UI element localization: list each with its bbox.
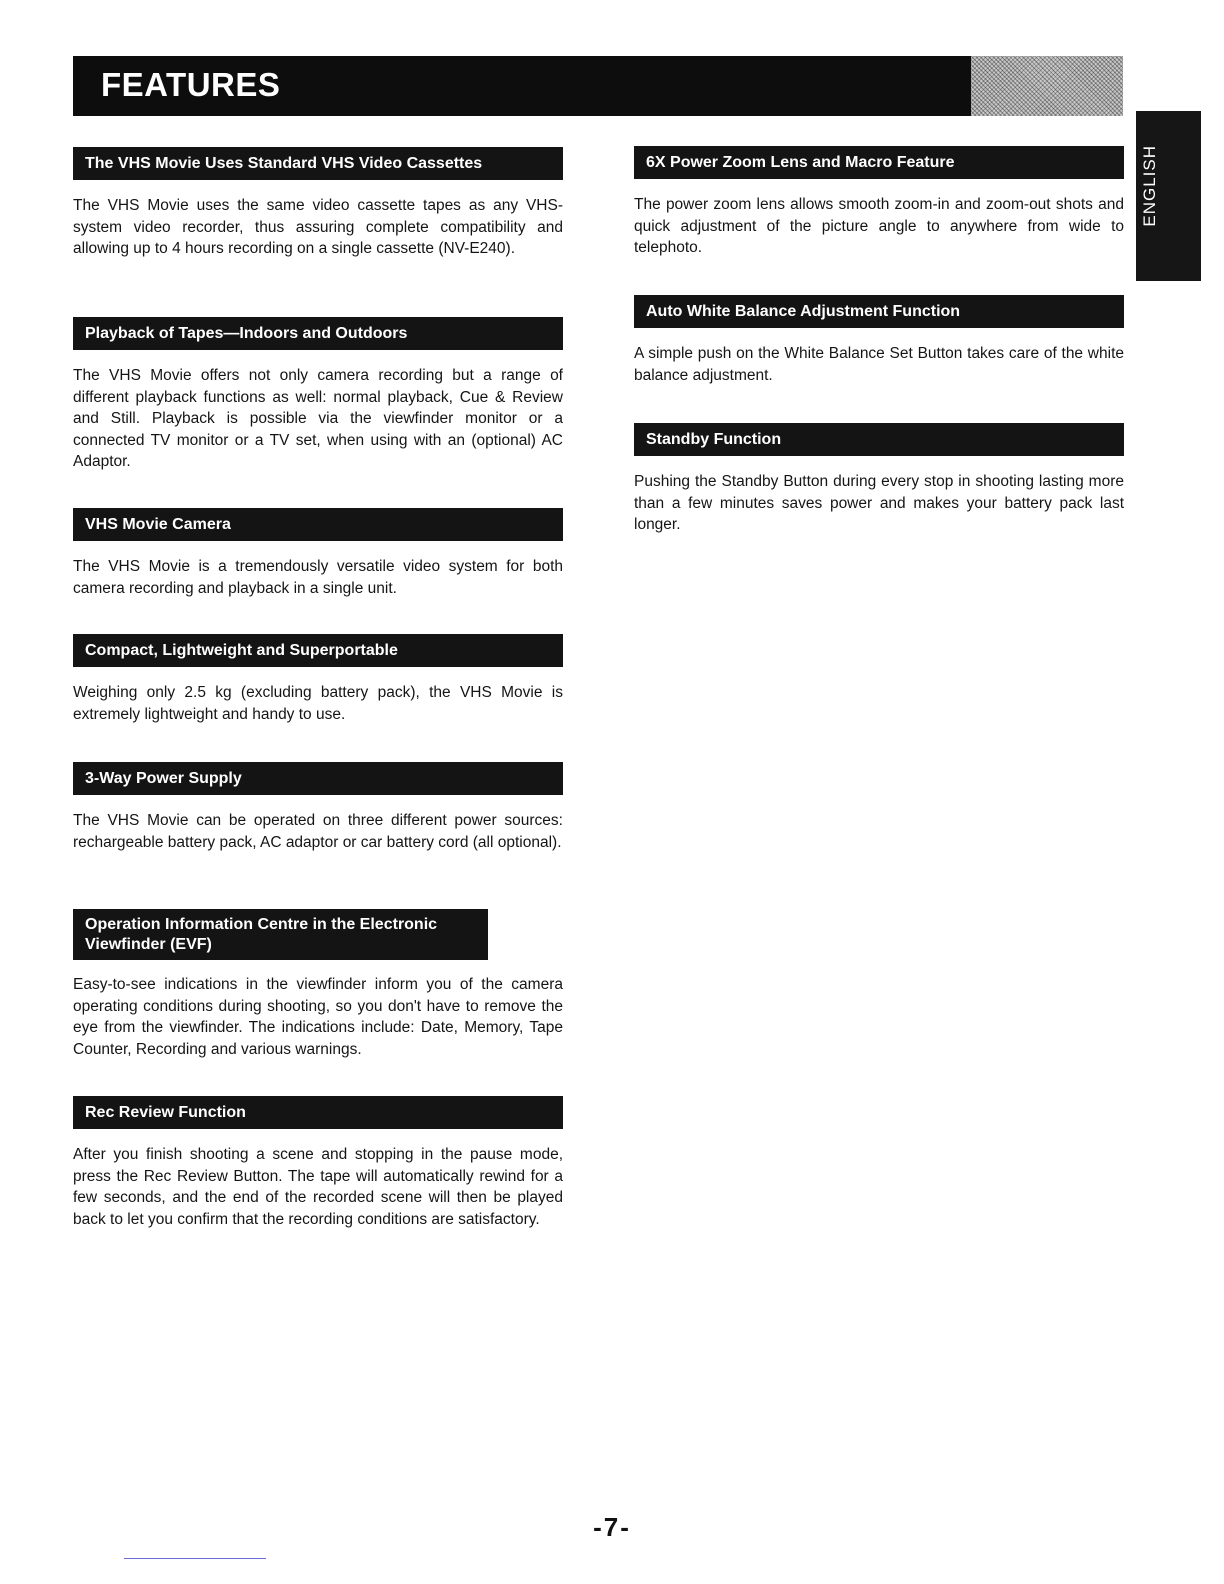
section-body: Easy-to-see indications in the viewfinder inform you of the camera operating conditions during shooting, so you don't have to remove the eye from the viewfinder. The indications include: Date, Memory, Tape Counter, Recording and various warnings. xyxy=(73,976,563,1058)
section-standby xyxy=(634,423,1124,536)
section-power-supply xyxy=(73,762,563,853)
section-power-zoom xyxy=(634,146,1124,259)
footer-rule xyxy=(124,1558,266,1559)
section-movie-camera xyxy=(73,508,563,599)
language-tab-label: ENGLISH xyxy=(1140,145,1159,227)
section-heading: The VHS Movie Uses Standard VHS Video Cassettes xyxy=(73,147,563,180)
section-heading: VHS Movie Camera xyxy=(73,508,563,541)
section-heading: Compact, Lightweight and Superportable xyxy=(73,634,563,667)
section-playback xyxy=(73,317,563,473)
section-standard-cassettes xyxy=(73,147,563,260)
section-heading: Rec Review Function xyxy=(73,1096,563,1129)
section-heading: Playback of Tapes—Indoors and Outdoors xyxy=(73,317,563,350)
banner-dither-pattern xyxy=(971,56,1123,116)
section-body: The power zoom lens allows smooth zoom-in and zoom-out shots and quick adjustment of the picture angle to anywhere from wide to telephoto. xyxy=(634,196,1124,257)
section-body: A simple push on the White Balance Set Button takes care of the white balance adjustment. xyxy=(634,345,1124,384)
features-banner xyxy=(73,56,1123,116)
section-compact xyxy=(73,634,563,725)
section-white-balance xyxy=(634,295,1124,386)
section-heading: Operation Information Centre in the Electronic Viewfinder (EVF) xyxy=(73,909,488,960)
section-body: The VHS Movie can be operated on three different power sources: rechargeable battery pack, AC adaptor or car battery cord (all optional). xyxy=(73,812,563,851)
section-evf xyxy=(73,909,563,1060)
section-body: The VHS Movie is a tremendously versatile video system for both camera recording and playback in a single unit. xyxy=(73,558,563,597)
section-body: Pushing the Standby Button during every stop in shooting lasting more than a few minutes saves power and makes your battery pack last longer. xyxy=(634,473,1124,534)
section-heading: 3-Way Power Supply xyxy=(73,762,563,795)
page-number: -7- xyxy=(593,1512,631,1542)
page-title: FEATURES xyxy=(101,66,281,103)
section-body: The VHS Movie uses the same video cassette tapes as any VHS-system video recorder, thus assuring complete compatibility and allowing up to 4 hours recording on a single cassette (NV-E240). xyxy=(73,197,563,258)
section-heading: Standby Function xyxy=(634,423,1124,456)
section-body: The VHS Movie offers not only camera recording but a range of different playback functions as well: normal playback, Cue & Review and Still. Playback is possible via the viewfinder monitor or a connected TV monitor or a TV set, when using with an (optional) AC Adaptor. xyxy=(73,367,563,471)
section-rec-review xyxy=(73,1096,563,1230)
section-heading: Auto White Balance Adjustment Function xyxy=(634,295,1124,328)
section-heading: 6X Power Zoom Lens and Macro Feature xyxy=(634,146,1124,179)
section-body: After you finish shooting a scene and stopping in the pause mode, press the Rec Review Button. The tape will automatically rewind for a few seconds, and the end of the recorded scene will then be played back to let you confirm that the recording conditions are satisfactory. xyxy=(73,1146,563,1228)
section-body: Weighing only 2.5 kg (excluding battery pack), the VHS Movie is extremely lightweight and handy to use. xyxy=(73,684,563,723)
